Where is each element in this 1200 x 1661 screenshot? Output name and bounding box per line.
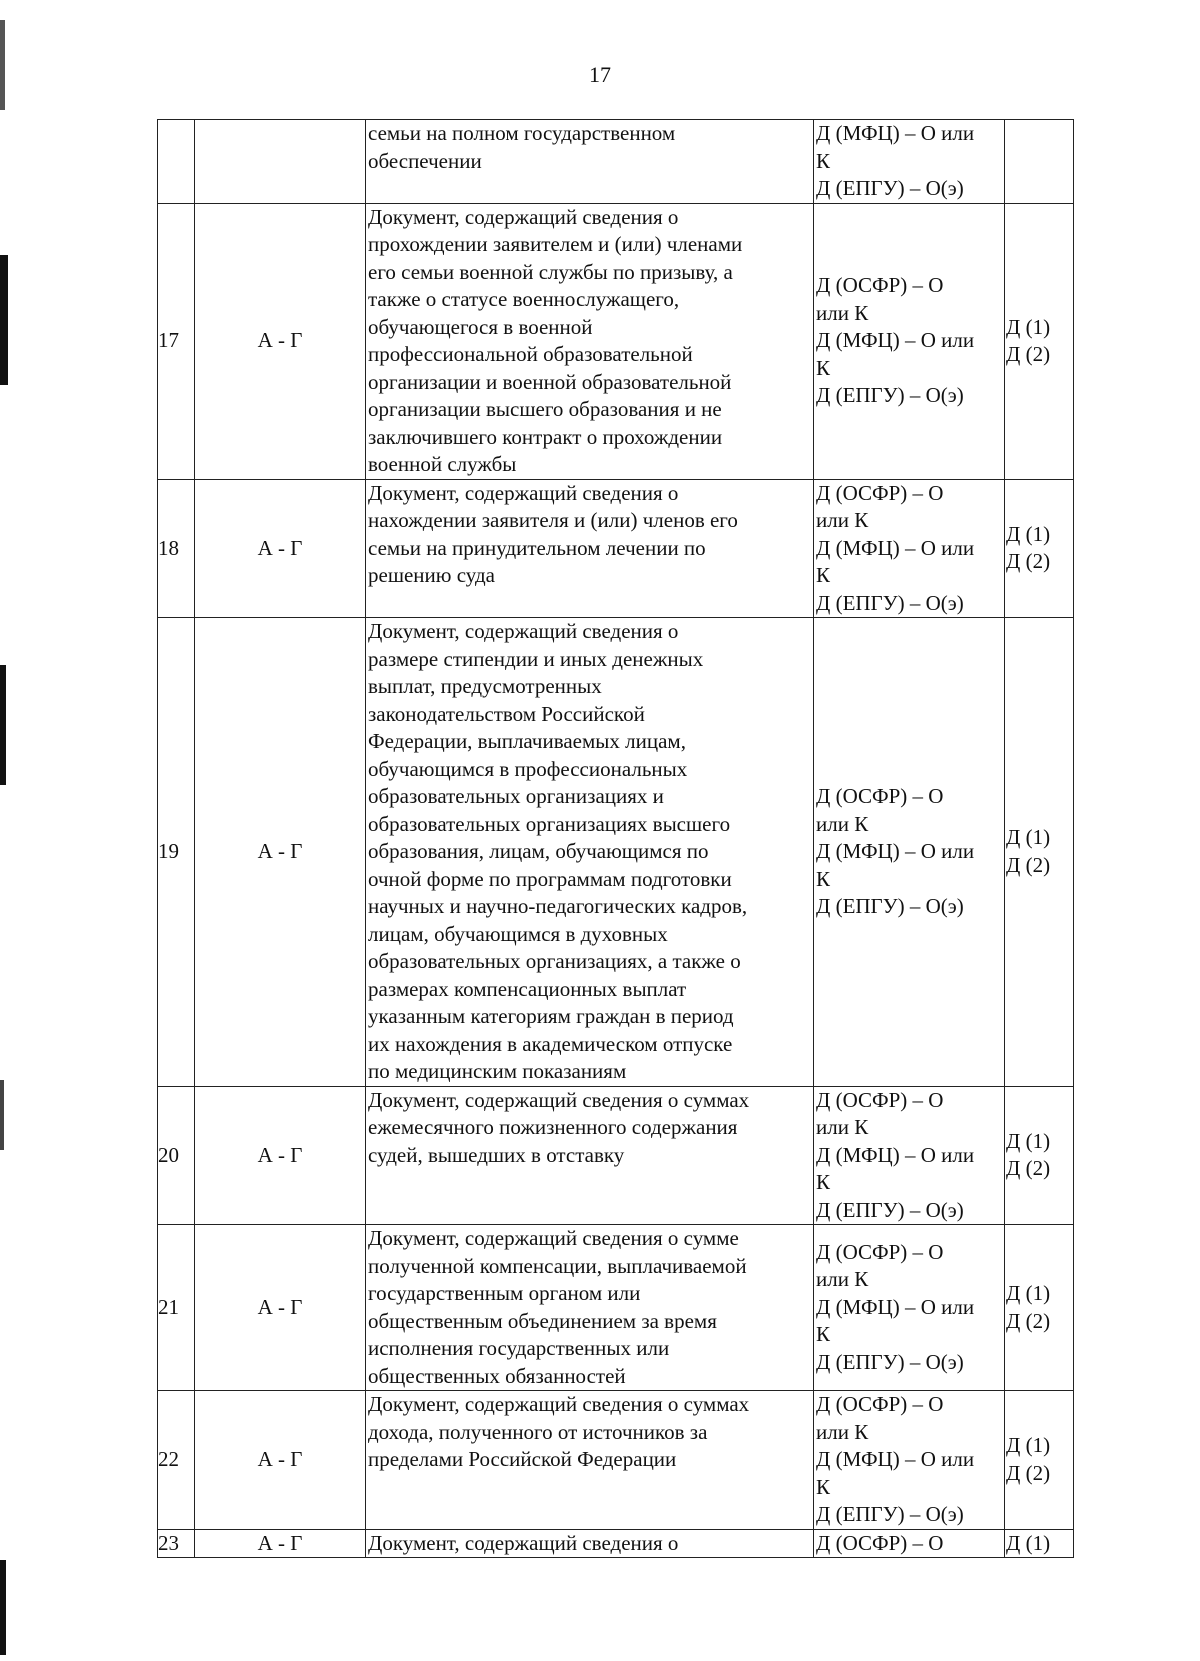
- document-description-line: образовательных организациях и: [368, 784, 664, 808]
- document-description: [366, 1225, 814, 1391]
- document-description-line: научных и научно-педагогических кадров,: [368, 894, 748, 918]
- document-description-line: заключившего контракт о прохождении: [368, 424, 723, 449]
- document-description: [366, 618, 814, 1087]
- submission-method: Д (ОСФР) – О или К Д (МФЦ) – О или К Д (ЕПГУ) – О(э): [814, 1086, 1005, 1225]
- document-description-line: профессиональной образовательной: [368, 342, 693, 366]
- document-description-line: обучающимся в профессиональных: [368, 756, 688, 781]
- submission-method: Д (ОСФР) – О или К Д (МФЦ) – О или К Д (ЕПГУ) – О(э): [814, 1225, 1005, 1391]
- submission-method: Д (ОСФР) – О или К Д (МФЦ) – О или К Д (ЕПГУ) – О(э): [814, 618, 1005, 1087]
- document-description-line: государственным органом или: [368, 1281, 641, 1305]
- document-description-line: судей, вышедших в отставку: [368, 1142, 625, 1167]
- document-description-line: семьи на принудительном лечении по: [368, 535, 706, 560]
- document-description-line: размерах компенсационных выплат: [368, 976, 687, 1001]
- document-description: [366, 203, 814, 479]
- applicant-group: [195, 120, 366, 204]
- submission-method: Д (ОСФР) – О или К Д (МФЦ) – О или К Д (ЕПГУ) – О(э): [814, 479, 1005, 618]
- page-number: 17: [589, 62, 611, 87]
- requirement-note: Д (1) Д (2): [1005, 1391, 1074, 1530]
- submission-method: Д (ОСФР) – О или К Д (МФЦ) – О или К Д (ЕПГУ) – О(э): [814, 203, 1005, 479]
- document-description-line: Документ, содержащий сведения о суммах: [368, 1087, 750, 1112]
- document-description-line: размере стипендии и иных денежных: [368, 646, 704, 671]
- table-row: [158, 1391, 1074, 1530]
- document-description-line: Документ, содержащий сведения о: [368, 1530, 679, 1555]
- document-description-line: указанным категориям граждан в период: [368, 1004, 734, 1028]
- applicant-group: А - Г: [195, 1529, 366, 1558]
- documents-table: [157, 119, 1074, 1558]
- requirement-note: Д (1) Д (2): [1005, 1086, 1074, 1225]
- document-description-line: образовательных организациях, а также о: [368, 949, 741, 973]
- document-description-line: дохода, полученного от источников за: [368, 1419, 708, 1444]
- document-description: [366, 1086, 814, 1225]
- requirement-note: [1005, 120, 1074, 204]
- applicant-group: А - Г: [195, 1086, 366, 1225]
- document-description: [366, 479, 814, 618]
- document-description-line: семьи на полном государственном: [368, 121, 676, 145]
- table-row: [158, 1086, 1074, 1225]
- document-description: [366, 120, 814, 204]
- scan-edge-mark-upper: [0, 255, 8, 385]
- table-row: [158, 1529, 1074, 1558]
- document-description-line: Федерации, выплачиваемых лицам,: [368, 729, 686, 753]
- document-description-line: очной форме по программам подготовки: [368, 866, 732, 891]
- document-description-line: Документ, содержащий сведения о: [368, 204, 679, 229]
- document-description-line: пределами Российской Федерации: [368, 1447, 677, 1471]
- row-number: 17: [158, 203, 195, 479]
- applicant-group: А - Г: [195, 203, 366, 479]
- table-row: [158, 1225, 1074, 1391]
- applicant-group: А - Г: [195, 1391, 366, 1530]
- document-description-line: лицам, обучающимся в духовных: [368, 921, 668, 946]
- document-description-line: обеспечении: [368, 148, 482, 173]
- scan-edge-mark-middle: [0, 665, 6, 785]
- applicant-group: А - Г: [195, 618, 366, 1087]
- document-description-line: полученной компенсации, выплачиваемой: [368, 1253, 747, 1278]
- table-row: [158, 120, 1074, 204]
- document-description-line: законодательством Российской: [368, 701, 645, 726]
- document-description-line: Документ, содержащий сведения о: [368, 480, 679, 505]
- requirement-note: Д (1) Д (2): [1005, 479, 1074, 618]
- requirement-note: Д (1) Д (2): [1005, 618, 1074, 1087]
- document-description-line: нахождении заявителя и (или) членов его: [368, 508, 738, 532]
- requirement-note: Д (1) Д (2): [1005, 1225, 1074, 1391]
- applicant-group: А - Г: [195, 479, 366, 618]
- document-description-line: Документ, содержащий сведения о: [368, 619, 679, 643]
- document-description-line: образовательных организациях высшего: [368, 811, 731, 836]
- document-description-line: военной службы: [368, 452, 517, 476]
- requirement-note: Д (1) Д (2): [1005, 203, 1074, 479]
- row-number: [158, 120, 195, 204]
- row-number: 19: [158, 618, 195, 1087]
- table-row: [158, 479, 1074, 618]
- document-description-line: исполнения государственных или: [368, 1336, 670, 1360]
- document-description-line: выплат, предусмотренных: [368, 674, 602, 698]
- document-description-line: организации высшего образования и не: [368, 397, 722, 421]
- document-description-line: образования, лицам, обучающимся по: [368, 839, 709, 863]
- row-number: 21: [158, 1225, 195, 1391]
- row-number: 23: [158, 1529, 195, 1558]
- scan-edge-mark-bottom: [0, 1560, 6, 1655]
- row-number: 22: [158, 1391, 195, 1530]
- document-description-line: Документ, содержащий сведения о сумме: [368, 1226, 739, 1250]
- document-description: [366, 1529, 814, 1558]
- document-description-line: по медицинским показаниям: [368, 1059, 627, 1083]
- document-description-line: прохождении заявителем и (или) членами: [368, 232, 743, 256]
- document-description-line: общественным объединением за время: [368, 1308, 717, 1333]
- document-description-line: организации и военной образовательной: [368, 369, 732, 394]
- document-description-line: ежемесячного пожизненного содержания: [368, 1115, 738, 1139]
- row-number: 20: [158, 1086, 195, 1225]
- row-number: 18: [158, 479, 195, 618]
- scan-edge-mark-lower: [0, 1080, 4, 1150]
- table-row: [158, 203, 1074, 479]
- documents-table-body: [158, 120, 1074, 1558]
- document-description-line: общественных обязанностей: [368, 1363, 626, 1388]
- applicant-group: А - Г: [195, 1225, 366, 1391]
- document-description-line: решению суда: [368, 563, 495, 587]
- submission-method: Д (ОСФР) – О или К Д (МФЦ) – О или К Д (ЕПГУ) – О(э): [814, 1391, 1005, 1530]
- document-description-line: Документ, содержащий сведения о суммах: [368, 1392, 750, 1416]
- document-description-line: его семьи военной службы по призыву, а: [368, 259, 733, 284]
- document-description-line: также о статусе военнослужащего,: [368, 287, 680, 311]
- submission-method: Д (ОСФР) – О: [814, 1529, 1005, 1558]
- document-description: [366, 1391, 814, 1530]
- submission-method: Д (МФЦ) – О или К Д (ЕПГУ) – О(э): [814, 120, 1005, 204]
- requirement-note: Д (1): [1005, 1529, 1074, 1558]
- document-description-line: обучающегося в военной: [368, 314, 593, 339]
- table-row: [158, 618, 1074, 1087]
- document-description-line: их нахождения в академическом отпуске: [368, 1031, 733, 1056]
